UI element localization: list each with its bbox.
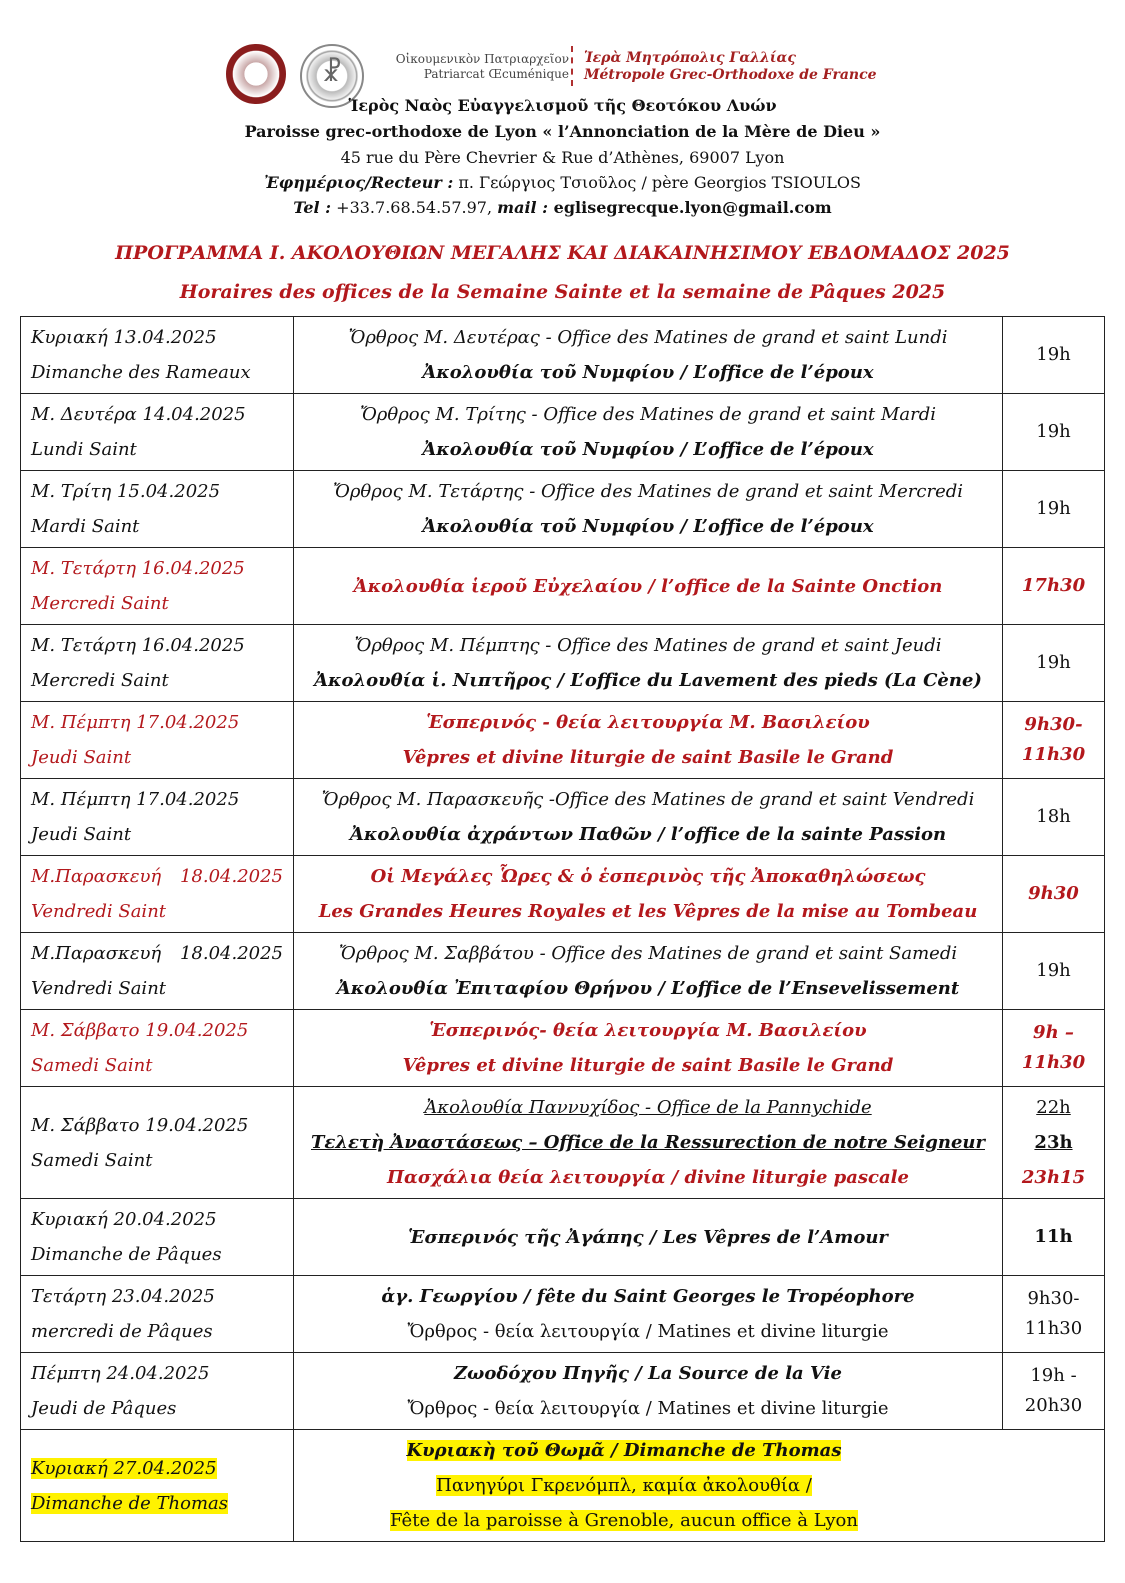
- date-cell: Μ. Σάββατο 19.04.2025 Samedi Saint: [21, 1010, 294, 1087]
- service-cell: Ἑσπερινός - θεία λειτουργία Μ. Βασιλείου Vêpres et divine liturgie de saint Basile le Grand: [294, 702, 1003, 779]
- time-cell: 19h: [1003, 394, 1105, 471]
- date-cell: Μ. Σάββατο 19.04.2025 Samedi Saint: [21, 1087, 294, 1199]
- table-row: [21, 1353, 1105, 1430]
- table-row: [21, 625, 1105, 702]
- time-cell: 19h: [1003, 625, 1105, 702]
- table-row: [21, 1087, 1105, 1199]
- service-cell: Ὄρθρος Μ. Δευτέρας - Office des Matines de grand et saint Lundi Ἀκολουθία τοῦ Νυμφίου / L’office de l’époux: [294, 317, 1003, 394]
- date-cell: Μ. Πέμπτη 17.04.2025 Jeudi Saint: [21, 779, 294, 856]
- table-row: [21, 779, 1105, 856]
- date-cell: Μ.Παρασκευή 18.04.2025 Vendredi Saint: [21, 856, 294, 933]
- time-cell: 22h 23h 23h15: [1003, 1087, 1105, 1199]
- time-cell: 19h - 20h30: [1003, 1353, 1105, 1430]
- date-cell: Κυριακή 20.04.2025 Dimanche de Pâques: [21, 1199, 294, 1276]
- service-cell: Ὄρθρος Μ. Πέμπτης - Office des Matines de grand et saint Jeudi Ἀκολουθία ἱ. Νιπτῆρος / L’office du Lavement des pieds (La Cène): [294, 625, 1003, 702]
- time-cell: 19h: [1003, 317, 1105, 394]
- service-cell: Οἱ Μεγάλες Ὧρες & ὁ ἑσπερινὸς τῆς Ἀποκαθηλώσεως Les Grandes Heures Royales et les Vêpres de la mise au Tombeau: [294, 856, 1003, 933]
- table-row: [21, 1010, 1105, 1087]
- table-row: [21, 933, 1105, 1010]
- patriarchate-seal-icon: [226, 44, 286, 104]
- date-cell: Μ. Τετάρτη 16.04.2025 Mercredi Saint: [21, 548, 294, 625]
- time-cell: 9h30- 11h30: [1003, 1276, 1105, 1353]
- time-cell: 18h: [1003, 779, 1105, 856]
- table-row: [21, 471, 1105, 548]
- letterhead-divider: [571, 46, 573, 86]
- table-row: [21, 1276, 1105, 1353]
- time-cell: 9h30- 11h30: [1003, 702, 1105, 779]
- church-address: 45 rue du Père Chevrier & Rue d’Athènes, 69007 Lyon: [340, 148, 785, 167]
- title-greek: ΠΡΟΓΡΑΜΜΑ Ι. ΑΚΟΛΟΥΘΙΩΝ ΜΕΓΑΛΗΣ ΚΑΙ ΔΙΑΚΑΙΝΗΣΙΜΟΥ ΕΒΔΟΜΑΔΟΣ 2025: [115, 242, 1010, 264]
- service-cell: Ἀκολουθία ἱεροῦ Εὐχελαίου / l’office de la Sainte Onction: [294, 548, 1003, 625]
- table-row: [21, 317, 1105, 394]
- metropolis-name: Ἱερὰ Μητρόπολις Γαλλίας Métropole Grec-Orthodoxe de France: [584, 50, 877, 83]
- date-cell: Μ. Πέμπτη 17.04.2025 Jeudi Saint: [21, 702, 294, 779]
- table-row: [21, 1430, 1105, 1542]
- chi-rho-seal-icon: ☧: [300, 44, 364, 108]
- schedule-table: [20, 316, 1105, 1542]
- patriarchate-name: Οἰκουμενικὸν Πατριαρχεῖον Patriarcat Œcuménique: [395, 52, 569, 81]
- service-cell: Ἑσπερινός- θεία λειτουργία Μ. Βασιλείου Vêpres et divine liturgie de saint Basile le Grand: [294, 1010, 1003, 1087]
- time-cell: 9h30: [1003, 856, 1105, 933]
- title-french: Horaires des offices de la Semaine Sainte et la semaine de Pâques 2025: [179, 281, 946, 303]
- contact-line: Tel : +33.7.68.54.57.97, mail : eglisegrecque.lyon@gmail.com: [293, 198, 832, 217]
- time-cell: 19h: [1003, 933, 1105, 1010]
- service-cell: Ὄρθρος Μ. Τρίτης - Office des Matines de grand et saint Mardi Ἀκολουθία τοῦ Νυμφίου / L’office de l’époux: [294, 394, 1003, 471]
- table-row: [21, 1199, 1105, 1276]
- service-cell: Ὄρθρος Μ. Σαββάτου - Office des Matines de grand et saint Samedi Ἀκολουθία Ἐπιταφίου Θρήνου / L’office de l’Ensevelissement: [294, 933, 1003, 1010]
- table-row: [21, 548, 1105, 625]
- church-name-greek: Ἱερὸς Ναὸς Εὐαγγελισμοῦ τῆς Θεοτόκου Λυών: [348, 96, 777, 115]
- date-cell: Κυριακή 13.04.2025 Dimanche des Rameaux: [21, 317, 294, 394]
- date-cell: Μ. Τρίτη 15.04.2025 Mardi Saint: [21, 471, 294, 548]
- date-cell: Κυριακή 27.04.2025 Dimanche de Thomas: [21, 1430, 294, 1542]
- service-cell: Ζωοδόχου Πηγῆς / La Source de la Vie Ὄρθρος - θεία λειτουργία / Matines et divine liturgie: [294, 1353, 1003, 1430]
- rector-line: Ἐφημέριος/Recteur : π. Γεώργιος Τσιοῦλος / père Georgios TSIOULOS: [264, 173, 861, 192]
- date-cell: Μ.Παρασκευή 18.04.2025 Vendredi Saint: [21, 933, 294, 1010]
- service-cell: Ἑσπερινός τῆς Ἀγάπης / Les Vêpres de l’Amour: [294, 1199, 1003, 1276]
- service-cell: ἁγ. Γεωργίου / fête du Saint Georges le Tropéophore Ὄρθρος - θεία λειτουργία / Matines et divine liturgie: [294, 1276, 1003, 1353]
- table-row: [21, 856, 1105, 933]
- table-row: [21, 394, 1105, 471]
- table-row: [21, 702, 1105, 779]
- service-cell: Ὄρθρος Μ. Τετάρτης - Office des Matines de grand et saint Mercredi Ἀκολουθία τοῦ Νυμφίου / L’office de l’époux: [294, 471, 1003, 548]
- letterhead: [0, 38, 1125, 98]
- date-cell: Τετάρτη 23.04.2025 mercredi de Pâques: [21, 1276, 294, 1353]
- service-cell: Κυριακὴ τοῦ Θωμᾶ / Dimanche de Thomas Πανηγύρι Γκρενόμπλ, καμία ἀκολουθία / Fête de la paroisse à Grenoble, aucun office à Lyon: [294, 1430, 1105, 1542]
- date-cell: Μ. Τετάρτη 16.04.2025 Mercredi Saint: [21, 625, 294, 702]
- service-cell: Ὄρθρος Μ. Παρασκευῆς -Office des Matines de grand et saint Vendredi Ἀκολουθία ἀχράντων Παθῶν / l’office de la sainte Passion: [294, 779, 1003, 856]
- church-name-french: Paroisse grec-orthodoxe de Lyon « l’Annonciation de la Mère de Dieu »: [244, 122, 881, 141]
- time-cell: 19h: [1003, 471, 1105, 548]
- time-cell: 17h30: [1003, 548, 1105, 625]
- date-cell: Μ. Δευτέρα 14.04.2025 Lundi Saint: [21, 394, 294, 471]
- time-cell: 11h: [1003, 1199, 1105, 1276]
- service-cell: Ἀκολουθία Παννυχίδος - Office de la Pannychide Τελετὴ Ἀναστάσεως – Office de la Ressurection de notre Seigneur Πασχάλια θεία λειτουργία / divine liturgie pascale: [294, 1087, 1003, 1199]
- time-cell: 9h – 11h30: [1003, 1010, 1105, 1087]
- date-cell: Πέμπτη 24.04.2025 Jeudi de Pâques: [21, 1353, 294, 1430]
